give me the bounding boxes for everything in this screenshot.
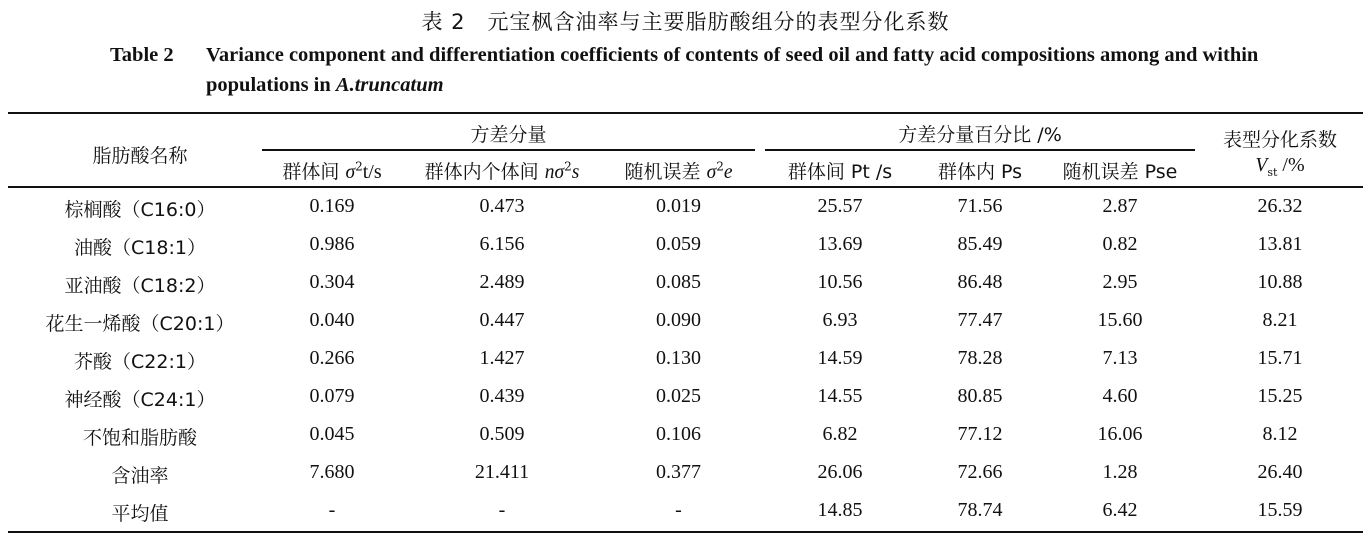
table-cell-pt-percent: 14.55 <box>817 385 863 407</box>
table-cell-ps-percent: 78.74 <box>957 499 1003 521</box>
header-between-pop-variance: 群体间 $\sigma^2t/s$ <box>282 159 382 183</box>
table-cell-fatty-acid-name: 花生一烯酸（C20:1） <box>45 313 235 335</box>
header-pt: 群体间 Pt /s <box>787 161 893 183</box>
table-cell-ps-percent: 80.85 <box>957 385 1003 407</box>
table-label: Table 2 <box>110 44 174 66</box>
table-cell-pse-percent: 0.82 <box>1102 233 1138 255</box>
table-cell-fatty-acid-name: 含油率 <box>111 465 169 487</box>
header-vst-sub: st <box>1267 165 1278 179</box>
header-variance-component: 方差分量 <box>470 124 547 146</box>
table-cell-vst: 15.59 <box>1257 499 1303 521</box>
header-within-pop-variance: 群体内个体间 $n\sigma^2s$ <box>424 159 580 183</box>
table-cell-vst: 26.40 <box>1257 461 1303 483</box>
table-cell-pse-percent: 1.28 <box>1102 461 1138 483</box>
table-cell-pse-percent: 2.95 <box>1102 271 1138 293</box>
table-cell-between-pop-variance: 0.986 <box>309 233 355 255</box>
table-cell-vst: 15.25 <box>1257 385 1303 407</box>
table-cell-fatty-acid-name: 亚油酸（C18:2） <box>64 275 216 297</box>
table-cell-ps-percent: 71.56 <box>957 195 1003 217</box>
table-cell-within-pop-variance: 0.509 <box>479 423 525 445</box>
table-cell-error-variance: 0.377 <box>656 461 701 483</box>
header-error-variance: 随机误差 $\sigma^2e$ <box>624 159 733 183</box>
header-variance-percent: 方差分量百分比 /% <box>898 124 1062 146</box>
table-top-rule <box>8 112 1363 114</box>
table-cell-between-pop-variance: 0.040 <box>309 309 355 331</box>
header-vst-line2 <box>1195 153 1365 179</box>
header-vst-var: V <box>1255 155 1268 176</box>
table-cell-error-variance: 0.019 <box>656 195 701 217</box>
table-cell-pse-percent: 7.13 <box>1102 347 1138 369</box>
table-cell-fatty-acid-name: 神经酸（C24:1） <box>64 389 216 411</box>
table-cell-error-variance: - <box>675 499 682 521</box>
table-cell-ps-percent: 77.47 <box>957 309 1003 331</box>
table-cell-within-pop-variance: 0.447 <box>479 309 525 331</box>
table-cell-error-variance: 0.059 <box>656 233 701 255</box>
table-cell-vst: 13.81 <box>1257 233 1303 255</box>
header-within-pop-cn: 群体内个体间 <box>424 161 545 183</box>
table-caption-cn: 表 2 元宝枫含油率与主要脂肪酸组分的表型分化系数 <box>421 10 950 34</box>
table-cell-pt-percent: 10.56 <box>817 271 863 293</box>
table-cell-pse-percent: 15.60 <box>1097 309 1143 331</box>
table-cell-ps-percent: 78.28 <box>957 347 1003 369</box>
header-between-pop-unit: t/s <box>362 161 382 183</box>
table-cell-pt-percent: 6.82 <box>822 423 858 445</box>
table-title-en <box>206 40 1336 100</box>
table-cell-between-pop-variance: 7.680 <box>309 461 355 483</box>
table-bottom-rule <box>8 531 1363 533</box>
header-error-cn: 随机误差 <box>624 161 707 183</box>
table-cell-vst: 26.32 <box>1257 195 1303 217</box>
table-cell-between-pop-variance: 0.169 <box>309 195 355 217</box>
table-cell-error-variance: 0.085 <box>656 271 701 293</box>
table-cell-between-pop-variance: 0.304 <box>309 271 355 293</box>
table-cell-pse-percent: 6.42 <box>1102 499 1138 521</box>
table-cell-error-variance: 0.106 <box>656 423 701 445</box>
table-cell-fatty-acid-name: 不饱和脂肪酸 <box>82 427 197 449</box>
table-cell-ps-percent: 85.49 <box>957 233 1003 255</box>
table-cell-within-pop-variance: 0.439 <box>479 385 525 407</box>
table-cell-fatty-acid-name: 油酸（C18:1） <box>74 237 206 259</box>
table-cell-within-pop-variance: 1.427 <box>479 347 525 369</box>
table-cell-between-pop-variance: 0.079 <box>309 385 355 407</box>
table-cell-pt-percent: 14.59 <box>817 347 863 369</box>
table-cell-vst: 8.21 <box>1262 309 1298 331</box>
header-vst-unit: /% <box>1277 154 1305 176</box>
table-title-text: Variance component and differentiation coefficients of contents of seed oil and fatty acid compositions among and within populations in <box>206 44 1259 96</box>
table-cell-error-variance: 0.090 <box>656 309 701 331</box>
table-cell-pt-percent: 25.57 <box>817 195 863 217</box>
table-header-rule <box>8 186 1363 188</box>
table-cell-between-pop-variance: - <box>328 499 336 521</box>
table-cell-pt-percent: 26.06 <box>817 461 863 483</box>
table-cell-within-pop-variance: 0.473 <box>479 195 525 217</box>
header-fatty-acid: 脂肪酸名称 <box>92 145 188 167</box>
group2-underline <box>765 149 1195 151</box>
table-cell-vst: 8.12 <box>1262 423 1298 445</box>
table-cell-within-pop-variance: - <box>498 499 506 521</box>
table-cell-ps-percent: 86.48 <box>957 271 1003 293</box>
table-cell-fatty-acid-name: 芥酸（C22:1） <box>74 351 206 373</box>
table-cell-vst: 15.71 <box>1257 347 1303 369</box>
header-pse: 随机误差 Pse <box>1062 161 1178 183</box>
header-vst-line1: 表型分化系数 <box>1222 129 1337 151</box>
table-cell-pt-percent: 14.85 <box>817 499 863 521</box>
table-cell-within-pop-variance: 6.156 <box>479 233 525 255</box>
table-cell-fatty-acid-name: 平均值 <box>111 503 169 525</box>
table-cell-ps-percent: 77.12 <box>957 423 1003 445</box>
table-cell-within-pop-variance: 21.411 <box>474 461 530 483</box>
table-cell-between-pop-variance: 0.266 <box>309 347 355 369</box>
species-name: A.truncatum <box>335 74 444 96</box>
header-between-pop-cn: 群体间 <box>282 161 346 183</box>
table-cell-pse-percent: 2.87 <box>1102 195 1138 217</box>
table-cell-ps-percent: 72.66 <box>957 461 1003 483</box>
table-cell-pse-percent: 4.60 <box>1102 385 1138 407</box>
group1-underline <box>262 149 755 151</box>
table-cell-vst: 10.88 <box>1257 271 1303 293</box>
table-cell-error-variance: 0.130 <box>656 347 701 369</box>
table-cell-between-pop-variance: 0.045 <box>309 423 355 445</box>
table-cell-error-variance: 0.025 <box>656 385 701 407</box>
table-cell-pt-percent: 13.69 <box>817 233 863 255</box>
table-cell-pse-percent: 16.06 <box>1097 423 1143 445</box>
table-cell-fatty-acid-name: 棕榈酸（C16:0） <box>64 199 216 221</box>
table-cell-within-pop-variance: 2.489 <box>479 271 525 293</box>
table-cell-pt-percent: 6.93 <box>822 309 858 331</box>
header-ps: 群体内 Ps <box>937 161 1023 183</box>
